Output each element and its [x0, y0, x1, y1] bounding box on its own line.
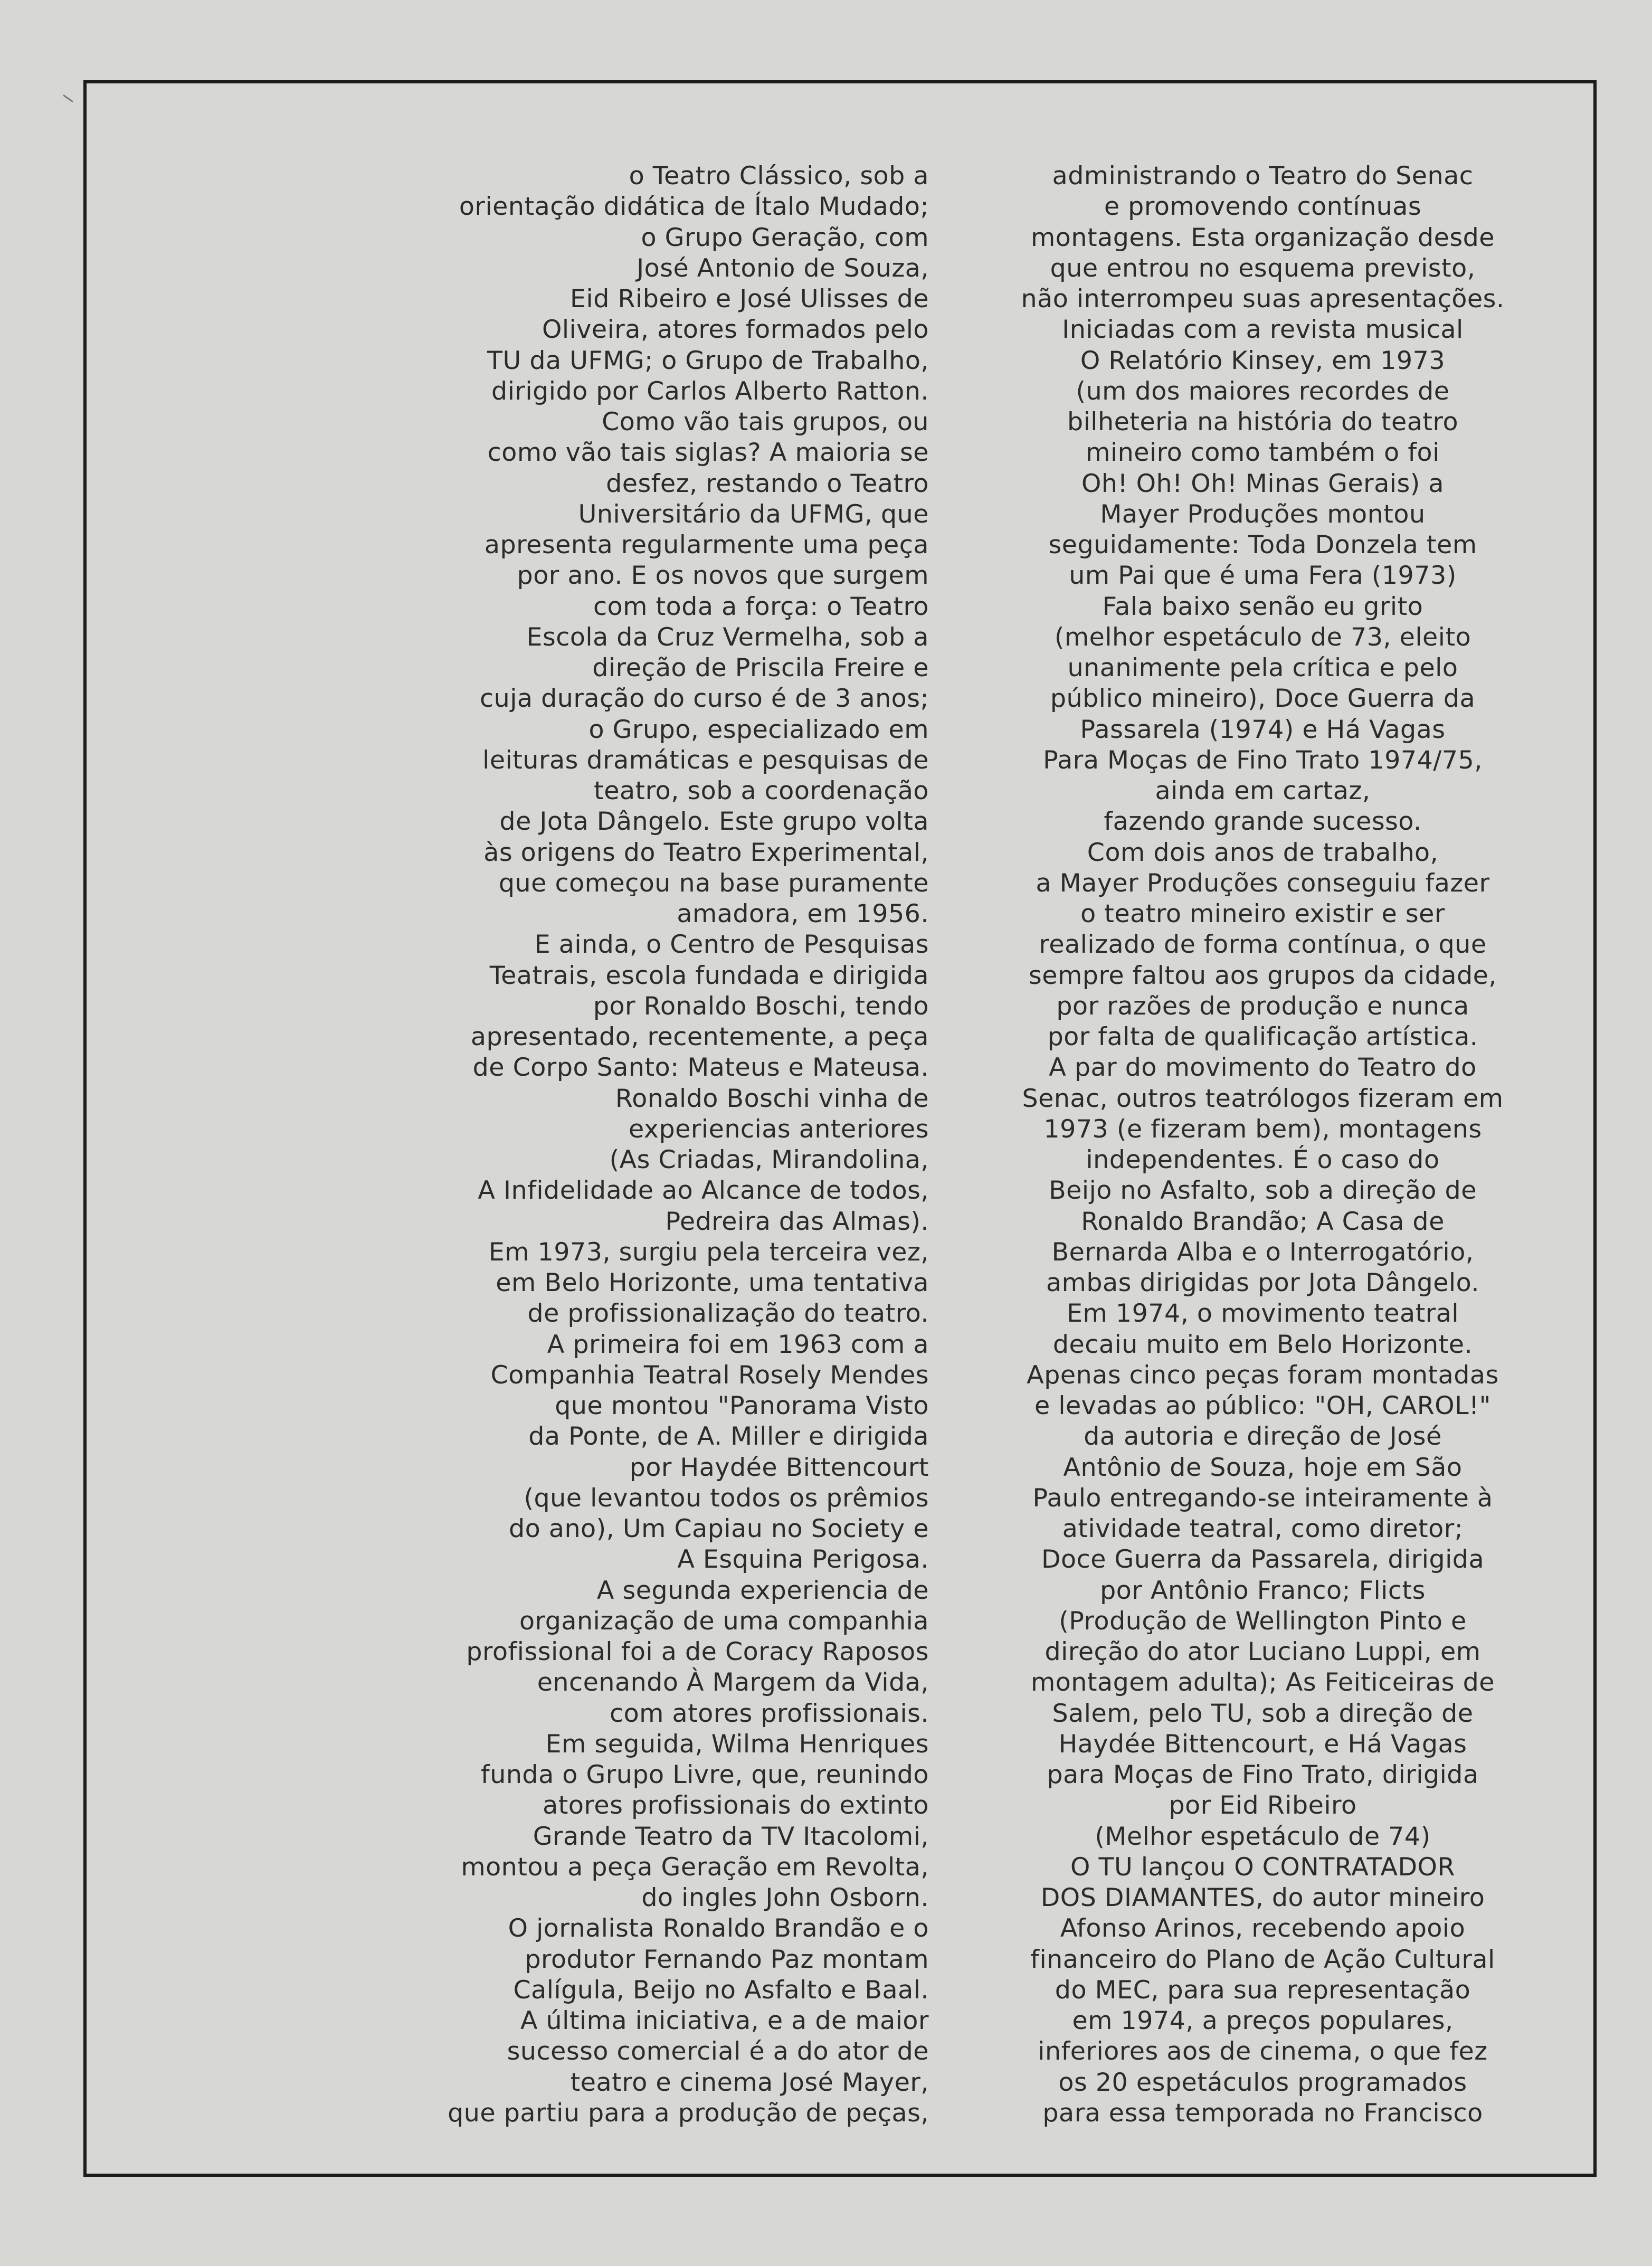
text-line: A primeira foi em 1963 com a	[547, 1330, 929, 1359]
text-line: Mayer Produções montou	[1100, 499, 1426, 529]
text-line: ambas dirigidas por Jota Dângelo.	[1046, 1268, 1479, 1297]
text-line: O Relatório Kinsey, em 1973	[1080, 346, 1446, 375]
text-line: por Eid Ribeiro	[1169, 1791, 1357, 1821]
text-line: Ronaldo Brandão; A Casa de	[1081, 1207, 1445, 1236]
text-line: amadora, em 1956.	[677, 899, 929, 928]
text-line: Beijo no Asfalto, sob a direção de	[1049, 1176, 1477, 1206]
text-line: da autoria e direção de José	[1084, 1422, 1442, 1452]
text-line: Em 1973, surgiu pela terceira vez,	[488, 1237, 929, 1267]
text-line: com toda a força: o Teatro	[593, 592, 929, 621]
text-line: a Mayer Produções conseguiu fazer	[1036, 868, 1490, 898]
text-line: que montou "Panorama Visto	[555, 1391, 929, 1420]
text-line: teatro e cinema José Mayer,	[570, 2068, 929, 2097]
text-line: seguidamente: Toda Donzela tem	[1048, 530, 1477, 560]
text-line: profissional foi a de Coracy Raposos	[466, 1637, 929, 1666]
text-line: o Grupo, especializado em	[588, 715, 929, 744]
text-line: desfez, restando o Teatro	[606, 469, 929, 498]
text-line: por Haydée Bittencourt	[629, 1453, 929, 1482]
text-line: atores profissionais do extinto	[543, 1791, 929, 1821]
text-line: (que levantou todos os prêmios	[524, 1483, 929, 1513]
text-line: unanimente pela crítica e pelo	[1067, 653, 1458, 682]
text-line: cuja duração do curso é de 3 anos;	[479, 684, 929, 714]
text-line: Eid Ribeiro e José Ulisses de	[570, 285, 929, 314]
text-line: para essa temporada no Francisco	[1042, 2098, 1483, 2128]
corner-mark	[63, 94, 73, 102]
text-line: (Melhor espetáculo de 74)	[1095, 1822, 1431, 1851]
text-line: encenando À Margem da Vida,	[537, 1668, 929, 1698]
right-text-column	[1003, 161, 1523, 2129]
text-line: por Antônio Franco; Flicts	[1100, 1576, 1426, 1605]
text-line: Para Moças de Fino Trato 1974/75,	[1043, 745, 1483, 775]
text-line: A segunda experiencia de	[596, 1576, 929, 1605]
text-line: A par do movimento do Teatro do	[1049, 1053, 1477, 1083]
text-line: orientação didática de Ítalo Mudado;	[459, 192, 929, 222]
text-line: Teatrais, escola fundada e dirigida	[489, 961, 929, 990]
text-line: em Belo Horizonte, uma tentativa	[496, 1268, 929, 1297]
text-line: e promovendo contínuas	[1104, 192, 1422, 222]
text-line: o Grupo Geração, com	[641, 223, 929, 252]
text-line: teatro, sob a coordenação	[594, 776, 929, 805]
text-line: Apenas cinco peças foram montadas	[1027, 1360, 1499, 1390]
text-line: como vão tais siglas? A maioria se	[487, 438, 929, 468]
text-line: da Ponte, de A. Miller e dirigida	[528, 1422, 929, 1452]
text-line: funda o Grupo Livre, que, reunindo	[481, 1760, 929, 1789]
text-line: apresentado, recentemente, a peça	[470, 1022, 929, 1051]
text-line: Senac, outros teatrólogos fizeram em	[1022, 1084, 1504, 1113]
text-line: inferiores aos de cinema, o que fez	[1038, 2037, 1488, 2066]
text-line: Passarela (1974) e Há Vagas	[1080, 715, 1446, 744]
text-line: DOS DIAMANTES, do autor mineiro	[1040, 1883, 1485, 1912]
text-line: fazendo grande sucesso.	[1104, 807, 1422, 837]
text-line: (Produção de Wellington Pinto e	[1059, 1606, 1467, 1636]
text-line: TU da UFMG; o Grupo de Trabalho,	[487, 346, 929, 375]
text-line: sucesso comercial é a do ator de	[507, 2037, 929, 2066]
text-line: bilheteria na história do teatro	[1067, 407, 1459, 437]
left-text-column	[396, 161, 929, 2129]
text-line: Antônio de Souza, hoje em São	[1063, 1453, 1463, 1482]
text-line: em 1974, a preços populares,	[1072, 2006, 1454, 2035]
text-line: por falta de qualificação artística.	[1047, 1022, 1478, 1051]
text-line: independentes. É o caso do	[1086, 1145, 1440, 1174]
text-line: Pedreira das Almas).	[665, 1207, 929, 1236]
text-line: do ano), Um Capiau no Society e	[509, 1514, 929, 1543]
text-line: Oh! Oh! Oh! Minas Gerais) a	[1081, 469, 1444, 498]
text-line: de Corpo Santo: Mateus e Mateusa.	[472, 1053, 929, 1083]
text-line: dirigido por Carlos Alberto Ratton.	[491, 376, 929, 406]
text-line: A última iniciativa, e a de maior	[520, 2006, 929, 2035]
text-line: Afonso Arinos, recebendo apoio	[1060, 1914, 1466, 1943]
text-line: experiencias anteriores	[629, 1114, 929, 1144]
text-line: de profissionalização do teatro.	[527, 1299, 929, 1329]
text-line: apresenta regularmente uma peça	[484, 530, 929, 560]
text-line: financeiro do Plano de Ação Cultural	[1030, 1945, 1495, 1974]
text-line: o teatro mineiro existir e ser	[1080, 899, 1445, 928]
text-line: leituras dramáticas e pesquisas de	[482, 745, 929, 775]
text-line: montagem adulta); As Feiticeiras de	[1030, 1668, 1495, 1698]
text-line: decaiu muito em Belo Horizonte.	[1052, 1330, 1473, 1359]
text-line: Em seguida, Wilma Henriques	[545, 1729, 929, 1759]
text-line: um Pai que é uma Fera (1973)	[1069, 561, 1457, 591]
text-line: ainda em cartaz,	[1155, 776, 1371, 805]
text-line: público mineiro), Doce Guerra da	[1050, 684, 1476, 714]
text-line: O TU lançou O CONTRATADOR	[1070, 1852, 1455, 1882]
text-line: que entrou no esquema previsto,	[1050, 253, 1476, 283]
text-line: o Teatro Clássico, sob a	[629, 162, 929, 191]
text-line: direção de Priscila Freire e	[592, 653, 929, 682]
text-line: Iniciadas com a revista musical	[1062, 315, 1464, 345]
text-line: montagens. Esta organização desde	[1031, 223, 1495, 252]
text-line: 1973 (e fizeram bem), montagens	[1043, 1114, 1482, 1144]
text-line: produtor Fernando Paz montam	[525, 1945, 929, 1974]
text-line: às origens do Teatro Experimental,	[483, 838, 929, 867]
text-line: Fala baixo senão eu grito	[1102, 592, 1423, 621]
text-line: E ainda, o Centro de Pesquisas	[534, 930, 929, 960]
text-line: os 20 espetáculos programados	[1058, 2068, 1467, 2097]
text-line: para Moças de Fino Trato, dirigida	[1047, 1760, 1479, 1789]
text-line: organização de uma companhia	[519, 1606, 929, 1636]
text-line: mineiro como também o foi	[1086, 438, 1440, 468]
text-line: que começou na base puramente	[498, 868, 929, 898]
text-line: que partiu para a produção de peças,	[448, 2098, 929, 2128]
text-line: Como vão tais grupos, ou	[602, 407, 929, 437]
text-line: Companhia Teatral Rosely Mendes	[490, 1360, 929, 1390]
text-line: Universitário da UFMG, que	[578, 499, 929, 529]
text-line: (um dos maiores recordes de	[1076, 376, 1450, 406]
text-line: Doce Guerra da Passarela, dirigida	[1041, 1545, 1485, 1575]
text-line: sempre faltou aos grupos da cidade,	[1029, 961, 1497, 990]
text-line: Calígula, Beijo no Asfalto e Baal.	[513, 1975, 929, 2005]
text-line: com atores profissionais.	[609, 1699, 929, 1728]
text-line: do ingles John Osborn.	[641, 1883, 929, 1912]
text-line: por razões de produção e nunca	[1056, 991, 1469, 1021]
text-line: do MEC, para sua representação	[1055, 1975, 1471, 2005]
text-line: O jornalista Ronaldo Brandão e o	[508, 1914, 929, 1943]
text-line: Oliveira, atores formados pelo	[542, 315, 929, 345]
text-line: José Antonio de Souza,	[637, 253, 929, 283]
text-line: Escola da Cruz Vermelha, sob a	[526, 622, 929, 652]
text-line: A Infidelidade ao Alcance de todos,	[478, 1176, 929, 1206]
text-line: administrando o Teatro do Senac	[1052, 162, 1474, 191]
text-line: Bernarda Alba e o Interrogatório,	[1051, 1237, 1474, 1267]
text-line: por ano. E os novos que surgem	[517, 561, 929, 591]
text-line: por Ronaldo Boschi, tendo	[593, 991, 929, 1021]
text-line: atividade teatral, como diretor;	[1062, 1514, 1464, 1543]
text-line: Ronaldo Boschi vinha de	[615, 1084, 929, 1113]
text-line: Grande Teatro da TV Itacolomi,	[533, 1822, 929, 1851]
text-line: A Esquina Perigosa.	[677, 1545, 929, 1575]
text-line: Salem, pelo TU, sob a direção de	[1052, 1699, 1474, 1728]
text-line: e levadas ao público: "OH, CAROL!"	[1034, 1391, 1491, 1420]
text-line: de Jota Dângelo. Este grupo volta	[499, 807, 929, 837]
text-line: não interrompeu suas apresentações.	[1021, 285, 1505, 314]
text-line: direção do ator Luciano Luppi, em	[1045, 1637, 1481, 1666]
text-line: (melhor espetáculo de 73, eleito	[1054, 622, 1471, 652]
text-line: Haydée Bittencourt, e Há Vagas	[1058, 1729, 1467, 1759]
text-line: Em 1974, o movimento teatral	[1066, 1299, 1459, 1329]
text-line: (As Criadas, Mirandolina,	[609, 1145, 929, 1174]
text-line: realizado de forma contínua, o que	[1039, 930, 1487, 960]
text-line: montou a peça Geração em Revolta,	[461, 1852, 929, 1882]
text-line: Com dois anos de trabalho,	[1087, 838, 1439, 867]
text-line: Paulo entregando-se inteiramente à	[1032, 1483, 1493, 1513]
